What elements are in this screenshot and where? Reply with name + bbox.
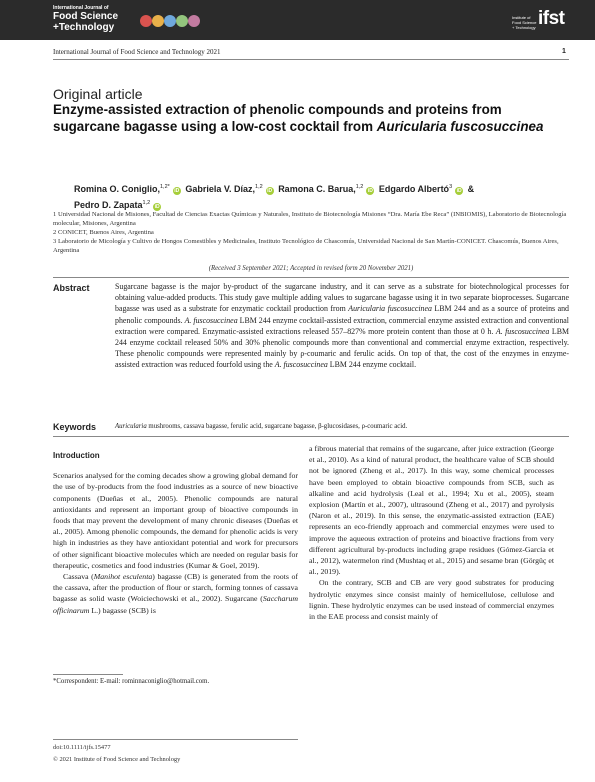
abstract-species: A. fuscosuccinea: [274, 360, 328, 370]
text-segment: ) bagasse (CB) is generated from the roots of the cassava, after the production of flour or starch, forming tonnes of cassava bagasse as solid waste (Woiciechowski et al., 2002). Sugarcane (: [53, 572, 298, 604]
species-name: Manihot esculenta: [93, 572, 153, 582]
author-affil-sup: 3: [449, 184, 453, 190]
author-affil-sup: 1,2: [142, 200, 151, 206]
abstract-top-divider: [53, 277, 569, 278]
keywords-label: Keywords: [53, 422, 97, 432]
orcid-icon[interactable]: iD: [174, 188, 180, 194]
keywords-text: [115, 423, 569, 430]
abstract-segment: LBM 244 enzyme cocktail released 50% and 30% phenolic compounds more than conventional and commercial enzyme extraction, respectively. These phenolic compounds were represented mainly by ρ-coumaric and ferulic acids. On top of that, the cost of the enzymes in enzyme-assisted extraction was reduced fourfold using the: [115, 326, 570, 370]
orcid-icon[interactable]: iD: [267, 188, 273, 194]
author-name[interactable]: Gabriela V. Díaz,: [185, 184, 256, 194]
article-title-main: Enzyme-assisted extraction of phenolic compounds and proteins from sugarcane bagasse using a low-cost cocktail from: [53, 102, 502, 134]
keywords-bottom-divider: [53, 436, 569, 437]
abstract-segment: LBM 244 enzyme cocktail.: [327, 360, 417, 370]
author-affil-sup: 1,2: [355, 184, 364, 190]
footnote-divider: [53, 674, 123, 675]
ifst-logo[interactable]: [512, 6, 572, 36]
author-name[interactable]: Pedro D. Zapata: [74, 200, 143, 210]
affiliations: [53, 210, 569, 255]
ifst-logo-text: ifst: [538, 8, 565, 29]
journal-logo-small: International Journal of: [53, 5, 109, 11]
abstract-segment: Sugarcane bagasse is the major by-product of the sugarcane industry, and it can serve as a substrate for biotechnological processes for obtaining value-added products. This study gave multiple adding values to sugarcane bagasse using it in two separate bioprocesses. Sugarcane bagasse was used as a substrate for enzymatic cocktail production from: [115, 282, 569, 314]
orcid-icon[interactable]: iD: [367, 188, 373, 194]
intro-heading: Introduction: [53, 451, 100, 460]
keyword-genus: Auricularia: [115, 423, 147, 430]
article-type: Original article: [53, 86, 143, 102]
affiliation-2: 2 CONICET, Buenos Aires, Argentina: [53, 229, 154, 236]
author-separator: &: [467, 184, 475, 194]
author-name[interactable]: Edgardo Albertó: [378, 184, 450, 194]
header-divider: [53, 59, 569, 60]
orcid-icon[interactable]: iD: [456, 188, 462, 194]
correspondent-footnote: *Correspondent: E-mail: rominnaconiglio@hotmail.com.: [53, 678, 210, 685]
author-name[interactable]: Ramona C. Barua,: [278, 184, 356, 194]
abstract-species: A. fuscosuccinea: [184, 315, 238, 325]
journal-logo-line2: +Technology: [53, 22, 115, 33]
abstract-segment: LBM 244 and as a source of proteins and phenolic compounds.: [115, 304, 570, 325]
body-column-right: [309, 443, 554, 622]
journal-logo[interactable]: [53, 5, 139, 35]
received-dates: (Received 3 September 2021; Accepted in revised form 20 November 2021): [208, 265, 414, 272]
footer-divider: [53, 739, 298, 740]
abstract-species: A. fuscosuccinea: [495, 326, 550, 336]
intro-paragraph-3: a fibrous material that remains of the sugarcane, after juice extraction (George et al., 2010). As a kind of natural product, the healthcare value of SCB should not be ignored (Zheng et al., 2017). In this way, some chemical processes have been employed to obtain bioactive compounds from SCB, such as alkaline and acid hydrolysis (Leal et al., 1994; Xu et al., 2005), steam explosion (Martín et al., 2007), ultrasound (Zheng et al., 2017) and pyrolysis (Naron et al., 2019). In this sense, the enzymatic-assisted extraction (EAE) represents an eco-friendly approach and commercial enzymes were used to improve the aqueous extraction of proteins and bioactive fractions from very different agricultural by-products including grape residues (Gómez-García et al., 2012), watermelon rind (Mushtaq et al., 2015) and sesame bran (Görgüç et al., 2019).: [309, 444, 554, 577]
author-name[interactable]: Romina O. Coniglio,: [74, 184, 160, 194]
orcid-icon[interactable]: iD: [154, 204, 160, 210]
author-list: [74, 180, 544, 212]
journal-banner: [0, 0, 595, 40]
article-title: [53, 101, 553, 135]
copyright-notice: © 2021 Institute of Food Science and Technology: [53, 756, 181, 763]
body-column-left: [53, 443, 298, 616]
intro-paragraph-4: On the contrary, SCB and CB are very good substrates for producing hydrolytic enzymes since consist mainly of hemicellulose, cellulose and lignin. These hydrolytic enzymes can be used instead of commercial enzymes in the EAE process and consist mainly of: [309, 578, 554, 622]
journal-cover-art: [140, 9, 200, 33]
running-head: International Journal of Food Science and Technology 2021: [53, 48, 221, 56]
keyword-list: mushrooms, cassava bagasse, ferulic acid, sugarcane bagasse, β-glucosidases, ρ-coumaric acid.: [146, 423, 408, 430]
author-affil-sup: 1,2*: [160, 184, 170, 190]
author-affil-sup: 1,2: [255, 184, 263, 190]
intro-paragraph-1: Scenarios analysed for the coming decades show a growing global demand for the use of by-products from the food industries as a source of new bioactive components (Dueñas et al., 2005). Phenolic compounds are natural antioxidants and represent an important group of bioactive compounds in foods that may prevent the development of many chronic diseases (Dueñas et al., 2005). Among phenolic compounds, the demand for phenolic acids is very high in industries as they have antioxidant potential and work for precursors of other significant bioactive molecules which are needed on regular basis for therapeutic, cosmetics and food industries (Kumar & Goel, 2019).: [53, 471, 298, 570]
article-title-italic: Auricularia fuscosuccinea: [376, 119, 544, 134]
ifst-logo-small: Institute of Food Science + Technology: [512, 15, 537, 30]
doi-link[interactable]: doi:10.1111/ijfs.15477: [53, 744, 111, 751]
intro-paragraph-2: [53, 571, 298, 616]
text-segment: L.) bagasse (SCB) is: [89, 605, 156, 615]
text-segment: Cassava (: [63, 572, 94, 582]
abstract-segment: LBM 244 enzyme cocktail-assisted extraction, commercial enzyme assisted extraction and conventional extraction were compared. Enzymatic-assisted extractions released 557–827% more protein content than those at 0 h.: [115, 315, 569, 336]
abstract-label: Abstract: [53, 283, 90, 293]
affiliation-3: 3 Laboratorio de Micología y Cultivo de Hongos Comestibles y Medicinales, Instituto Tecnológico de Chascomús, Universidad Nacional de San Martín-CONICET. Chascomús, Buenos Aires, Argentina: [53, 238, 559, 254]
species-name: Saccharum officinarum: [53, 594, 298, 615]
affiliation-1: 1 Universidad Nacional de Misiones, Facultad de Ciencias Exactas Químicas y Naturales, Instituto de Biotecnología Misiones “Dra. María Ebe Reca” (INBIOMIS), Laboratorio de Biotecnología molecular, Misiones, Argentina: [53, 211, 567, 227]
page-number: 1: [562, 48, 566, 55]
abstract-species: Auricularia fuscosuccinea: [348, 304, 432, 314]
abstract-text: [115, 281, 569, 371]
journal-logo-line1: Food Science: [53, 11, 119, 22]
